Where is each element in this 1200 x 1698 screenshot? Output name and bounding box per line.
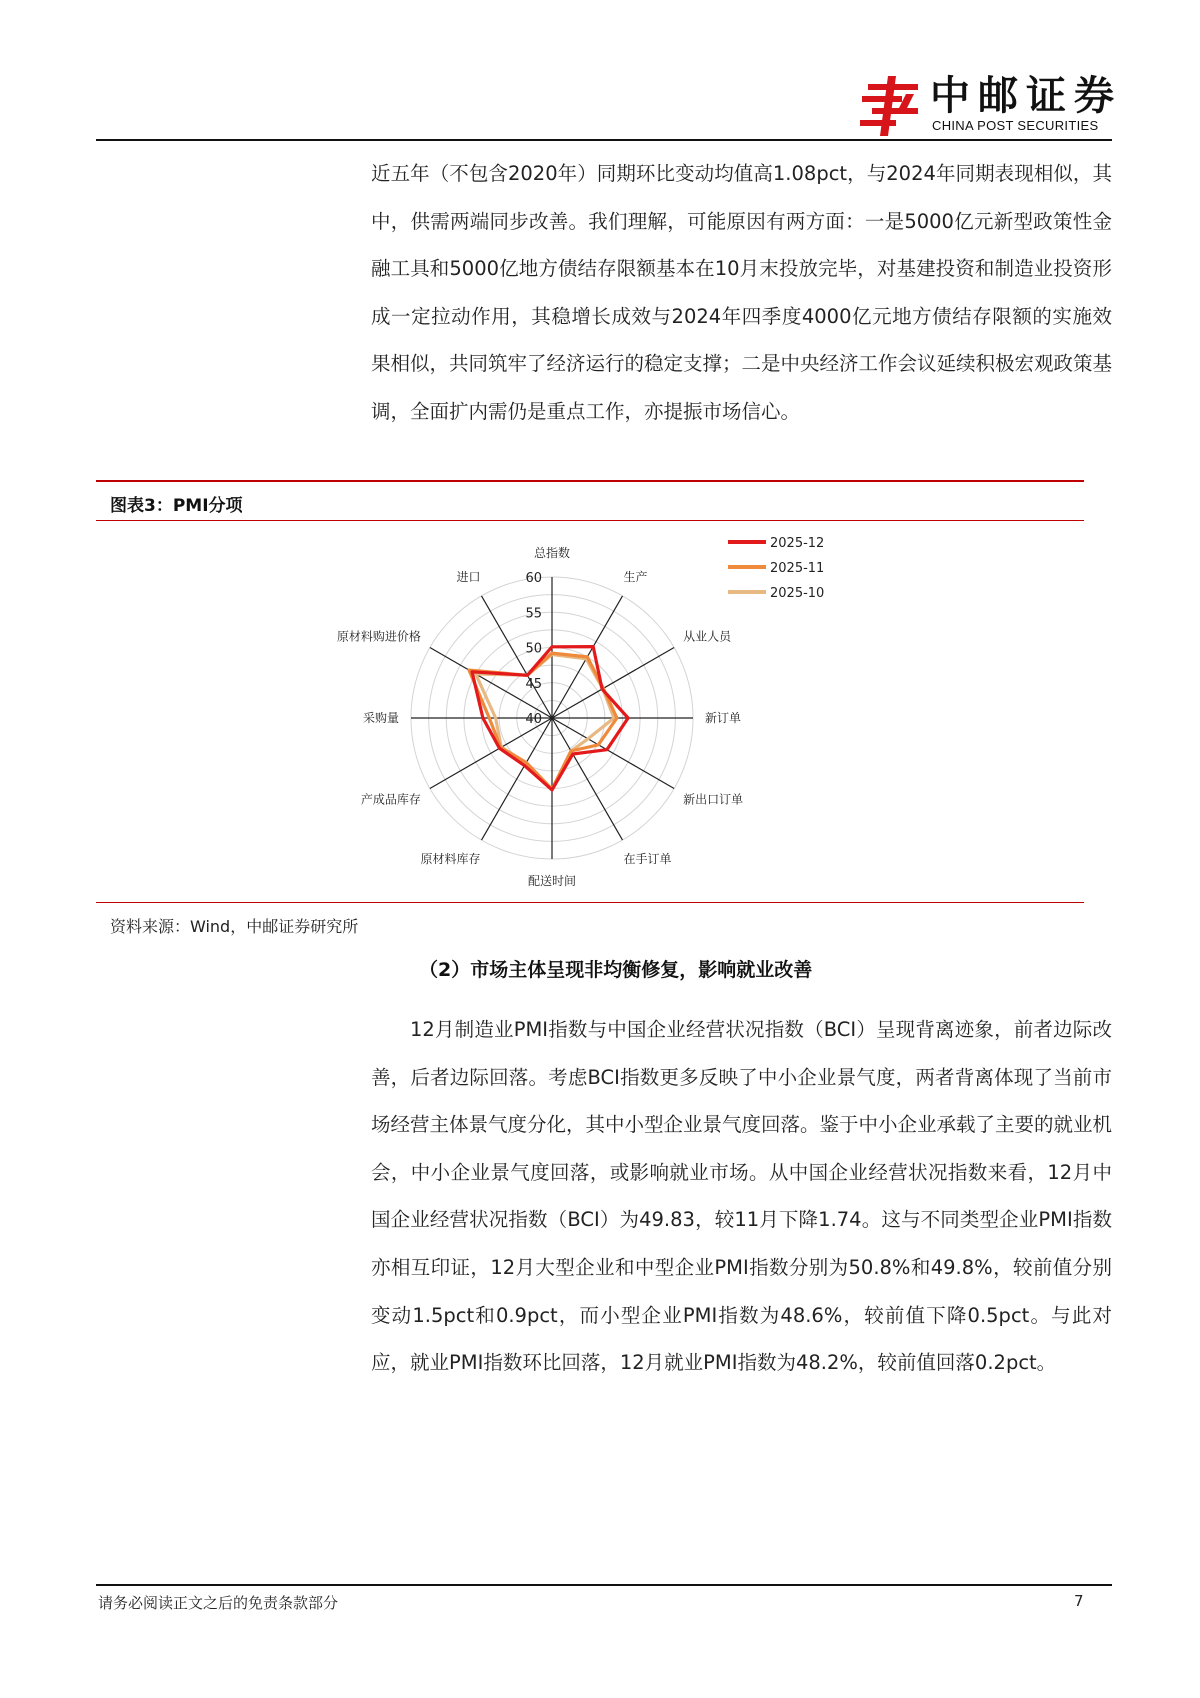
axis-label-5: 在手订单 bbox=[623, 852, 672, 867]
section-subheading: （2）市场主体呈现非均衡修复，影响就业改善 bbox=[419, 959, 813, 981]
axis-label-0: 总指数 bbox=[533, 546, 571, 560]
spoke-5 bbox=[552, 718, 623, 840]
page-number: 7 bbox=[1074, 1592, 1084, 1610]
axis-label-9: 采购量 bbox=[362, 711, 399, 725]
footer-divider bbox=[96, 1584, 1112, 1586]
pmi-radar-chart bbox=[336, 528, 922, 898]
body-paragraph-1: 近五年（不包含2020年）同期环比变动均值高1.08pct，与2024年同期表现相似，其中，供需两端同步改善。我们理解，可能原因有两方面：一是5000亿元新型政策性金融工具和5000亿地方债结存限额基本在10月末投放完毕，对基建投资和制造业投资形成一定拉动作用，其稳增长成效与2024年四季度4000亿元地方债结存限额的实施效果相似，共同筑牢了经济运行的稳定支撑；二是中央经济工作会议延续积极宏观政策基调，全面扩内需仍是重点工作，亦提振市场信心。 bbox=[371, 162, 1113, 423]
logo-english-name: CHINA POST SECURITIES bbox=[932, 118, 1099, 133]
axis-label-2: 从业人员 bbox=[683, 629, 732, 644]
company-logo bbox=[858, 74, 1120, 138]
radial-tick-label-2: 50 bbox=[525, 641, 542, 657]
axis-label-10: 原材料购进价格 bbox=[336, 629, 421, 644]
axis-label-1: 生产 bbox=[623, 569, 648, 584]
figure-title: 图表3：PMI分项 bbox=[110, 496, 243, 516]
figure-bottom-rule bbox=[96, 902, 1084, 903]
figure-source: 资料来源：Wind，中邮证券研究所 bbox=[110, 917, 359, 936]
radial-tick-label-0: 40 bbox=[525, 712, 542, 727]
china-post-logo-icon bbox=[858, 74, 922, 138]
radial-tick-label-4: 60 bbox=[525, 571, 542, 586]
radial-tick-label-1: 45 bbox=[525, 676, 542, 692]
figure-top-rule bbox=[96, 480, 1084, 482]
axis-label-6: 配送时间 bbox=[527, 874, 577, 888]
legend-label-1: 2025-11 bbox=[770, 561, 825, 576]
body-paragraph-2: 12月制造业PMI指数与中国企业经营状况指数（BCI）呈现背离迹象，前者边际改善，后者边际回落。考虑BCI指数更多反映了中小企业景气度，两者背离体现了当前市场经营主体景气度分化，其中小型企业景气度回落。鉴于中小企业承载了主要的就业机会，中小企业景气度回落，或影响就业市场。从中国企业经营状况指数来看，12月中国企业经营状况指数（BCI）为49.83，较11月下降1.74。这与不同类型企业PMI指数亦相互印证，12月大型企业和中型企业PMI指数分别为50.8%和49.8%，较前值分别变动1.5pct和0.9pct，而小型企业PMI指数为48.6%，较前值下降0.5pct。与此对应，就业PMI指数环比回落，12月就业PMI指数为48.2%，较前值回落0.2pct。 bbox=[371, 1018, 1113, 1375]
header-divider bbox=[96, 139, 1112, 141]
axis-label-3: 新订单 bbox=[705, 711, 742, 725]
legend-label-0: 2025-12 bbox=[770, 536, 825, 551]
axis-label-11: 进口 bbox=[456, 569, 481, 584]
radar-chart-svg bbox=[336, 528, 922, 898]
axis-label-4: 新出口订单 bbox=[683, 792, 744, 807]
disclaimer-note: 请务必阅读正文之后的免责条款部分 bbox=[98, 1594, 339, 1612]
legend-label-2: 2025-10 bbox=[770, 586, 825, 601]
figure-title-rule bbox=[96, 520, 1084, 521]
spoke-8 bbox=[430, 718, 552, 789]
axis-label-8: 产成品库存 bbox=[360, 792, 421, 807]
radial-tick-label-3: 55 bbox=[525, 606, 542, 622]
logo-chinese-name: 中邮证券 bbox=[930, 73, 1122, 119]
axis-label-7: 原材料库存 bbox=[420, 852, 481, 867]
